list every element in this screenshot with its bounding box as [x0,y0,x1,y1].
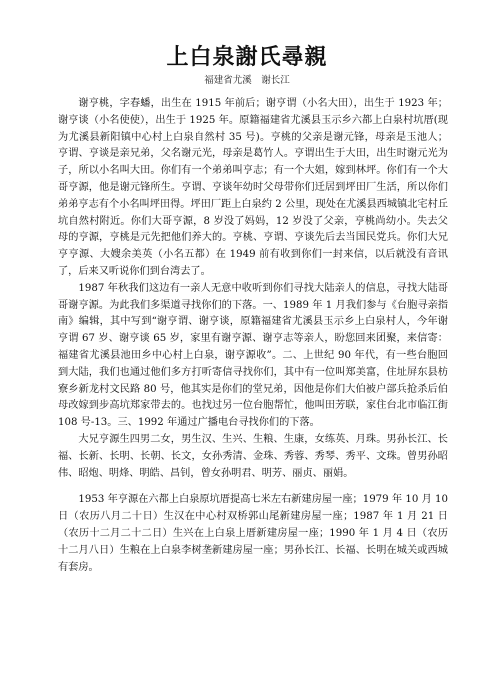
paragraph-family-history: 谢亨桃，字春蟠，出生在 1915 年前后；谢亨谓（小名大田），出生于 1923 年；谢亨谈（小名使使），出生于 1925 年。原籍福建省尤溪县玉示乡六都上白泉村坑厝(现为尤溪县新阳镇中心村上白泉自然村 35 号)。亨桃的父亲是谢元锋，母亲是玉池人；亨谓、亨谈是亲兄弟，父名谢元光，母亲是葛竹人。亨谓出生于大田，出生时谢元光为子，所以小名叫大田。你们有一个弟弟叫亨志；有一个大姐，嫁到林坪。你们有一个大哥亨源，他是谢元锋所生。亨谓、亨谈年幼时父母带你们迁居到坪田厂生活，所以你们弟弟亨志有个小名叫坪田得。坪田厂距上白泉约 2 公里，现处在尤溪县西城镇北宅村丘坑自然村附近。你们大哥亨源，8 岁没了妈妈，12 岁没了父亲，亨桃尚幼小。失去父母的亨源，亨桃是元先把他们养大的。亨桃、亨谓、亨谈先后去当国民党兵。你们大兄亨亨源、大嫂余美英（小名五都）在 1949 前有收到你们一封来信，以后就没有音讯了，后来又听说你们到台湾去了。 [58,98,448,277]
paragraph-houses: 1953 年亨源在六都上白泉原坑厝提高七米左右新建房屋一座；1979 年 10 月 10 日（农历八月二十日）生汉在中心村双桥郭山尾新建房屋一座；1987 年 1 月 21 日（农历十二月二十二日）生兴在上白泉上厝新建房屋一座；1990 年 1 月 4 日（农历十二月八日）生粮在上白泉李树垄新建房屋一座；男孙长江、长福、长明在城关或西城有套房。 [58,494,448,573]
author-byline: 福建省尤溪 谢长江 [204,75,290,86]
article-body [58,96,448,576]
paragraph-search-efforts: 1987 年秋我们这边有一亲人无意中收听到你们寻找大陆亲人的信息，寻找大陆哥哥谢亨源。为此我们多渠道寻找你们的下落。一、1989 年 1 月我们参与《台胞寻亲指南》编辑，其中写到“谢亨谓、谢亨谈，原籍福建省尤溪县玉示乡上白泉村人，今年谢亨谓 67 岁、谢亨谈 65 岁，家里有谢亨源、谢亨志等亲人，盼您回来团聚，来信寄：福建省尤溪县池田乡中心村上白泉，谢亨源收”。二、上世纪 90 年代，有一些台胞回到大陆，我们也通过他们多方打听寄信寻找你们，其中有一位叫郑美富，住址屏东县枋寮乡新龙村文民路 80 号，他其实是你们的堂兄弟，因他是你们大伯被户部兵抢杀后伯母改嫁到步高坑郑家带去的。也找过另一位台胞帮忙，他叫田芳联，家住台北市临江街 108 号-13。三、1992 年通过广播电台寻找你们的下落。 [58,282,448,429]
page-title: 上白泉謝氏尋親 [166,44,328,70]
paragraph-descendants: 大兄亨源生四男二女，男生汉、生兴、生粮、生康，女练英、月珠。男孙长江、长福、长新、长明、长朝、长文，女孙秀清、金珠、秀蓉、秀琴、秀平、文珠。曾男孙昭伟、昭炮、明烽、明皓、昌钊，曾女孙明君、明芳、丽贞、丽娟。 [58,433,448,479]
